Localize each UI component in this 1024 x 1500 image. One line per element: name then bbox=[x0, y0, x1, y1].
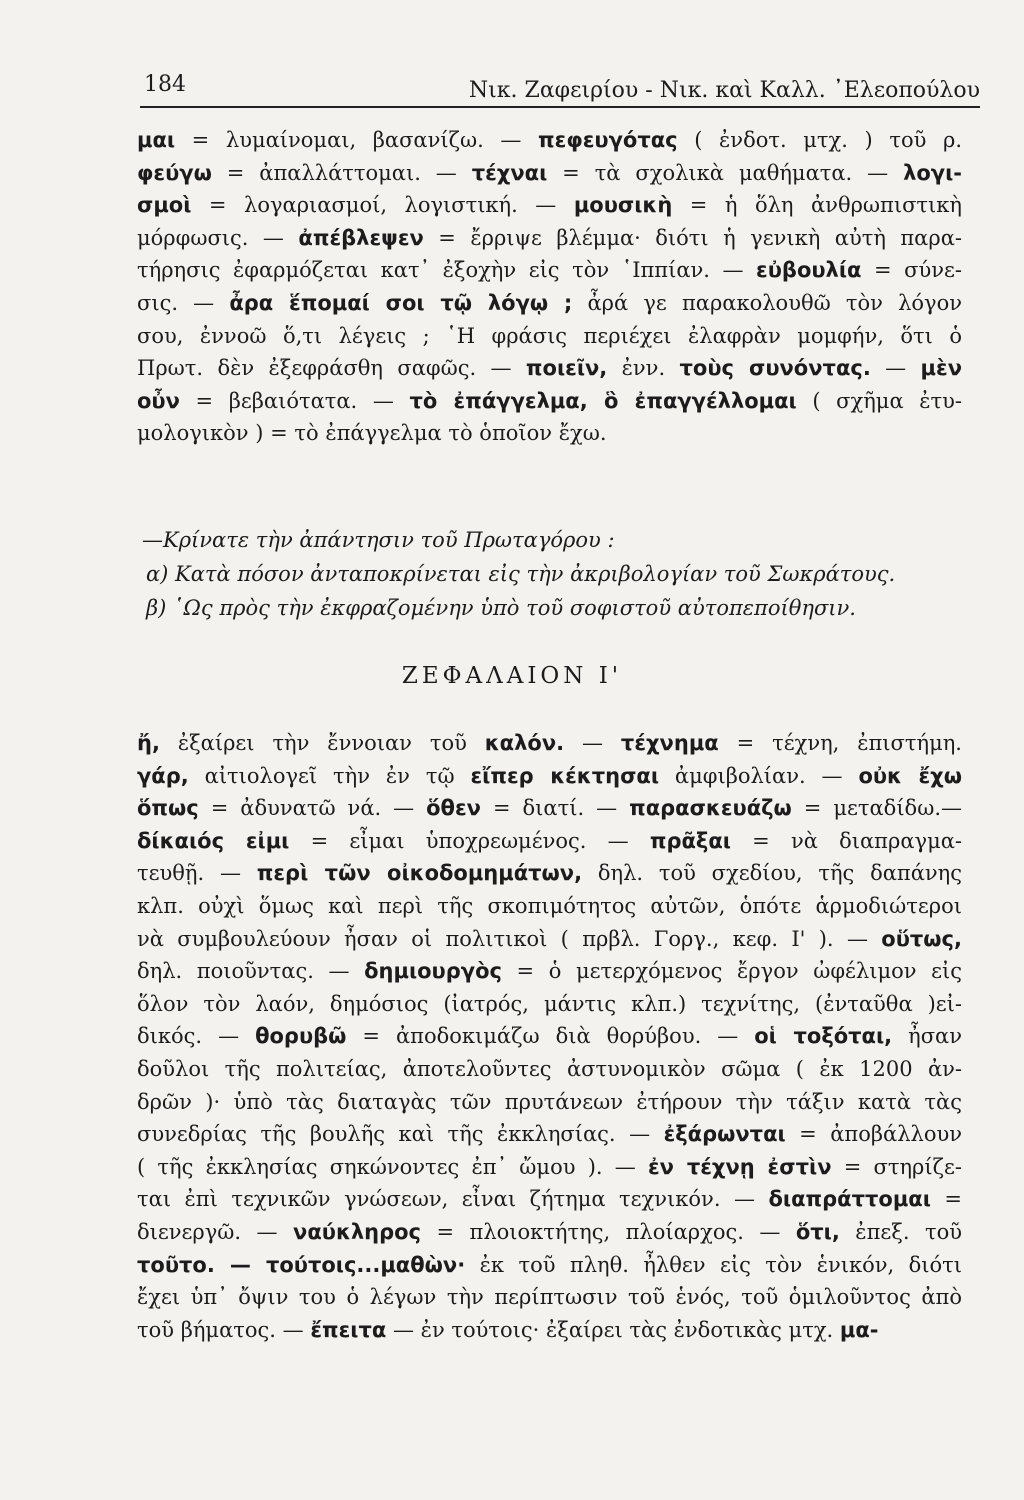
lemma-term: ἆρα ἕπομαί σοι τῷ λόγῳ ; bbox=[229, 290, 573, 315]
text-line bbox=[137, 1053, 962, 1086]
text-line bbox=[137, 352, 962, 385]
text-line bbox=[137, 955, 962, 988]
gloss-text: συνεδρίας τῆς βουλῆς καὶ τῆς ἐκκλησίας. — bbox=[137, 1122, 664, 1147]
lemma-term: τέχναι bbox=[471, 160, 548, 185]
gloss-text: δρῶν )· ὑπὸ τὰς διαταγὰς τῶν πρυτάνεων ἐτήρουν τὴν τάξιν κατὰ τὰς bbox=[137, 1089, 962, 1114]
lemma-term: εἴπερ κέκτησαι bbox=[470, 763, 660, 788]
gloss-text: = εἶμαι ὑποχρεωμένος. — bbox=[289, 828, 650, 853]
lemma-term: τὸ ἐπάγγελμα, ὃ ἐπαγγέλλομαι bbox=[409, 388, 797, 413]
gloss-text: = ἀποβάλλουν bbox=[785, 1122, 962, 1147]
lemma-term: τοὺς συνόντας. bbox=[679, 356, 871, 381]
gloss-text: σις. — bbox=[137, 290, 230, 315]
text-line bbox=[137, 1020, 962, 1053]
text-line bbox=[137, 417, 962, 450]
text-line bbox=[137, 385, 962, 418]
lemma-term: διαπράττομαι bbox=[768, 1187, 931, 1212]
gloss-text: ἐνν. bbox=[607, 356, 680, 381]
gloss-text: τήρησις ἐφαρμόζεται κατ᾿ ἐξοχὴν εἰς τὸν ῾Ιππίαν. — bbox=[137, 258, 757, 283]
lemma-term: δημιουργὸς bbox=[364, 959, 502, 984]
lemma-term: οὖν bbox=[137, 388, 180, 413]
lemma-term: τέχνημα bbox=[620, 731, 719, 755]
text-line bbox=[137, 124, 962, 157]
lemma-term: ἤ, bbox=[137, 731, 160, 755]
text-line bbox=[137, 189, 962, 222]
text-line bbox=[137, 890, 962, 923]
text-line bbox=[137, 857, 962, 890]
lemma-term: λογι- bbox=[903, 160, 962, 185]
gloss-text: μολογικὸν ) = τὸ ἐπάγγελμα τὸ ὁποῖον ἔχω. bbox=[137, 421, 607, 446]
gloss-text: δοῦλοι τῆς πολιτείας, ἀποτελοῦντες ἀστυνομικὸν σῶμα ( ἐκ 1200 ἀν- bbox=[137, 1056, 962, 1081]
gloss-text: τευθῇ. — bbox=[137, 861, 257, 886]
gloss-text: ( σχῆμα ἐτυ- bbox=[796, 388, 962, 413]
text-line bbox=[137, 1118, 962, 1151]
lemma-term: περὶ τῶν οἰκοδομημάτων, bbox=[256, 861, 583, 886]
text-line bbox=[137, 825, 962, 858]
gloss-text: = λυμαίνομαι, βασανίζω. — bbox=[175, 128, 539, 152]
text-line bbox=[137, 1249, 962, 1282]
gloss-text: = πλοιοκτήτης, πλοίαρχος. — bbox=[421, 1219, 796, 1244]
lemma-term: σμοὶ bbox=[137, 193, 192, 218]
gloss-text: = ὁ μετερχόμενος ἔργον ὠφέλιμον εἰς bbox=[501, 959, 962, 984]
lemma-term: μὲν bbox=[920, 356, 962, 381]
lemma-term: οὕτως, bbox=[881, 926, 962, 951]
gloss-text: σου, ἐννοῶ ὅ,τι λέγεις ; ῾Η φράσις περιέχει ἐλαφρὰν μομφήν, ὅτι ὁ bbox=[137, 323, 962, 348]
gloss-text: — bbox=[870, 356, 921, 381]
gloss-text: = ἔρριψε βλέμμα· διότι ἡ γενικὴ αὐτὴ παρα- bbox=[423, 225, 962, 250]
lemma-term: παρασκευάζω bbox=[629, 796, 792, 821]
commentary-notes-top bbox=[137, 124, 962, 450]
text-line bbox=[137, 1151, 962, 1184]
gloss-text: δηλ. τοῦ σχεδίου, τῆς δαπάνης bbox=[582, 861, 962, 886]
gloss-text: ἆρά γε παρακολουθῶ τὸν λόγον bbox=[572, 290, 962, 315]
gloss-text: ἀμφιβολίαν. — bbox=[659, 763, 859, 788]
text-line bbox=[137, 222, 962, 255]
lemma-term: ἐν τέχνῃ ἐστὶν bbox=[647, 1154, 832, 1179]
text-line bbox=[137, 1281, 962, 1314]
lemma-term: μαι bbox=[137, 128, 176, 152]
lemma-term: καλόν. bbox=[484, 731, 565, 755]
gloss-text: = ἀδυνατῶ νά. — bbox=[198, 796, 427, 821]
lemma-term: δίκαιός εἰμι bbox=[137, 828, 290, 853]
gloss-text: — ἐν τούτοις· ἐξαίρει τὰς ἐνδοτικὰς μτχ. bbox=[386, 1317, 840, 1342]
text-line bbox=[137, 254, 962, 287]
text-line bbox=[137, 157, 962, 190]
gloss-text: = λογαριασμοί, λογιστική. — bbox=[191, 193, 574, 218]
gloss-text: δικός. — bbox=[137, 1024, 256, 1049]
lemma-term: γάρ, bbox=[137, 763, 189, 788]
running-head: Νικ. Ζαφειρίου - Νικ. καὶ Καλλ. ᾿Ελεοπούλου bbox=[468, 78, 980, 103]
gloss-text: = στηρίζε- bbox=[831, 1154, 962, 1179]
page-header bbox=[140, 70, 980, 108]
gloss-text: δηλ. ποιοῦντας. — bbox=[137, 959, 365, 984]
chapter-title: ΖΕΦΑΛΑΙΟΝ Ι' bbox=[401, 663, 623, 689]
gloss-text: = μεταδίδω.— bbox=[791, 796, 962, 821]
lemma-term: ὅτι, bbox=[795, 1219, 840, 1244]
gloss-text: ἦσαν bbox=[892, 1024, 962, 1049]
gloss-text: = τέχνη, ἐπιστήμη. bbox=[718, 731, 962, 755]
lemma-term: φεύγω bbox=[137, 160, 212, 185]
question-b: β) ῾Ως πρὸς τὴν ἐκφραζομένην ὑπὸ τοῦ σοφιστοῦ αὐτοπεποίθησιν. bbox=[146, 596, 856, 620]
lemma-term: ἔπειτα bbox=[310, 1317, 387, 1342]
gloss-text: = σύνε- bbox=[861, 258, 962, 283]
text-line bbox=[137, 923, 962, 956]
lemma-term: οὐκ ἔχω bbox=[858, 763, 962, 788]
gloss-text: αἰτιολογεῖ τὴν ἐν τῷ bbox=[188, 763, 471, 788]
gloss-text: διενεργῶ. — bbox=[137, 1219, 294, 1244]
gloss-text: Πρωτ. δὲν ἐξεφράσθη σαφῶς. — bbox=[137, 356, 526, 381]
lemma-term: μα- bbox=[839, 1317, 879, 1342]
gloss-text: ( τῆς ἐκκλησίας σηκώνοντες ἐπ᾿ ὤμου ). — bbox=[137, 1154, 648, 1179]
lemma-term: ποιεῖν, bbox=[525, 356, 608, 381]
commentary-notes-chapter bbox=[137, 727, 962, 1346]
gloss-text: — bbox=[564, 731, 621, 755]
gloss-text: ( ἐνδοτ. μτχ. ) τοῦ ρ. bbox=[677, 128, 962, 152]
questions-intro: —Κρίνατε τὴν ἀπάντησιν τοῦ Πρωταγόρου : bbox=[142, 528, 615, 552]
gloss-text: ἐκ τοῦ πληθ. ἦλθεν εἰς τὸν ἑνικόν, διότι bbox=[465, 1252, 962, 1277]
lemma-term: ἀπέβλεψεν bbox=[298, 225, 424, 250]
gloss-text: = bbox=[930, 1187, 962, 1212]
text-line bbox=[137, 988, 962, 1021]
lemma-term: εὐβουλία bbox=[756, 258, 862, 283]
gloss-text: μόρφωσις. — bbox=[137, 225, 299, 250]
gloss-text: = τὰ σχολικὰ μαθήματα. — bbox=[547, 160, 904, 185]
lemma-term: ὅπως bbox=[137, 796, 199, 821]
text-line bbox=[137, 320, 962, 353]
question-a: α) Κατὰ πόσον ἀνταποκρίνεται εἰς τὴν ἀκριβολογίαν τοῦ Σωκράτους. bbox=[146, 562, 896, 586]
gloss-text: = ἀποδοκιμάζω διὰ θορύβου. — bbox=[346, 1024, 755, 1049]
text-line bbox=[137, 1216, 962, 1249]
lemma-term: ἐξάρωνται bbox=[663, 1122, 786, 1147]
text-line bbox=[137, 792, 962, 825]
page-number: 184 bbox=[144, 72, 186, 97]
gloss-text: νὰ συμβουλεύουν ἦσαν οἱ πολιτικοὶ ( πρβλ. Γοργ., κεφ. Ι' ). — bbox=[137, 926, 882, 951]
gloss-text: ἐπεξ. τοῦ bbox=[839, 1219, 962, 1244]
gloss-text: ὅλον τὸν λαόν, δημόσιος (ἰατρός, μάντις κλπ.) τεχνίτης, (ἐνταῦθα )εἰ- bbox=[137, 991, 962, 1016]
gloss-text: = νὰ διαπραγμα- bbox=[730, 828, 962, 853]
gloss-text: ται ἐπὶ τεχνικῶν γνώσεων, εἶναι ζήτημα τεχνικόν. — bbox=[137, 1187, 769, 1212]
lemma-term: πεφευγότας bbox=[538, 128, 678, 152]
gloss-text: = διατί. — bbox=[480, 796, 630, 821]
gloss-text: = βεβαιότατα. — bbox=[179, 388, 410, 413]
text-line bbox=[137, 287, 962, 320]
lemma-term: πρᾶξαι bbox=[649, 828, 731, 853]
gloss-text: ἔχει ὑπ᾿ ὄψιν του ὁ λέγων τὴν περίπτωσιν τοῦ ἑνός, τοῦ ὁμιλοῦντος ἀπὸ bbox=[137, 1285, 962, 1310]
gloss-text: τοῦ βήματος. — bbox=[137, 1317, 311, 1342]
gloss-text: κλπ. οὐχὶ ὅμως καὶ περὶ τῆς σκοπιμότητος αὐτῶν, ὁπότε ἁρμοδιώτεροι bbox=[137, 893, 962, 918]
text-line bbox=[137, 1183, 962, 1216]
text-line bbox=[137, 1086, 962, 1119]
text-line bbox=[137, 1314, 962, 1347]
questions-block bbox=[142, 523, 972, 625]
lemma-term: ὅθεν bbox=[426, 796, 481, 821]
lemma-term: οἱ τοξόται, bbox=[754, 1024, 893, 1049]
lemma-term: τοῦτο. — τούτοις...μαθὼν· bbox=[137, 1252, 466, 1277]
lemma-term: ναύκληρος bbox=[293, 1219, 422, 1244]
text-line bbox=[137, 727, 962, 760]
lemma-term: μουσικὴ bbox=[573, 193, 673, 218]
gloss-text: = ἡ ὅλη ἀνθρωπιστικὴ bbox=[672, 193, 962, 218]
lemma-term: θορυβῶ bbox=[255, 1024, 347, 1049]
text-line bbox=[137, 760, 962, 793]
gloss-text: ἐξαίρει τὴν ἔννοιαν τοῦ bbox=[159, 731, 485, 755]
gloss-text: = ἀπαλλάττομαι. — bbox=[211, 160, 472, 185]
